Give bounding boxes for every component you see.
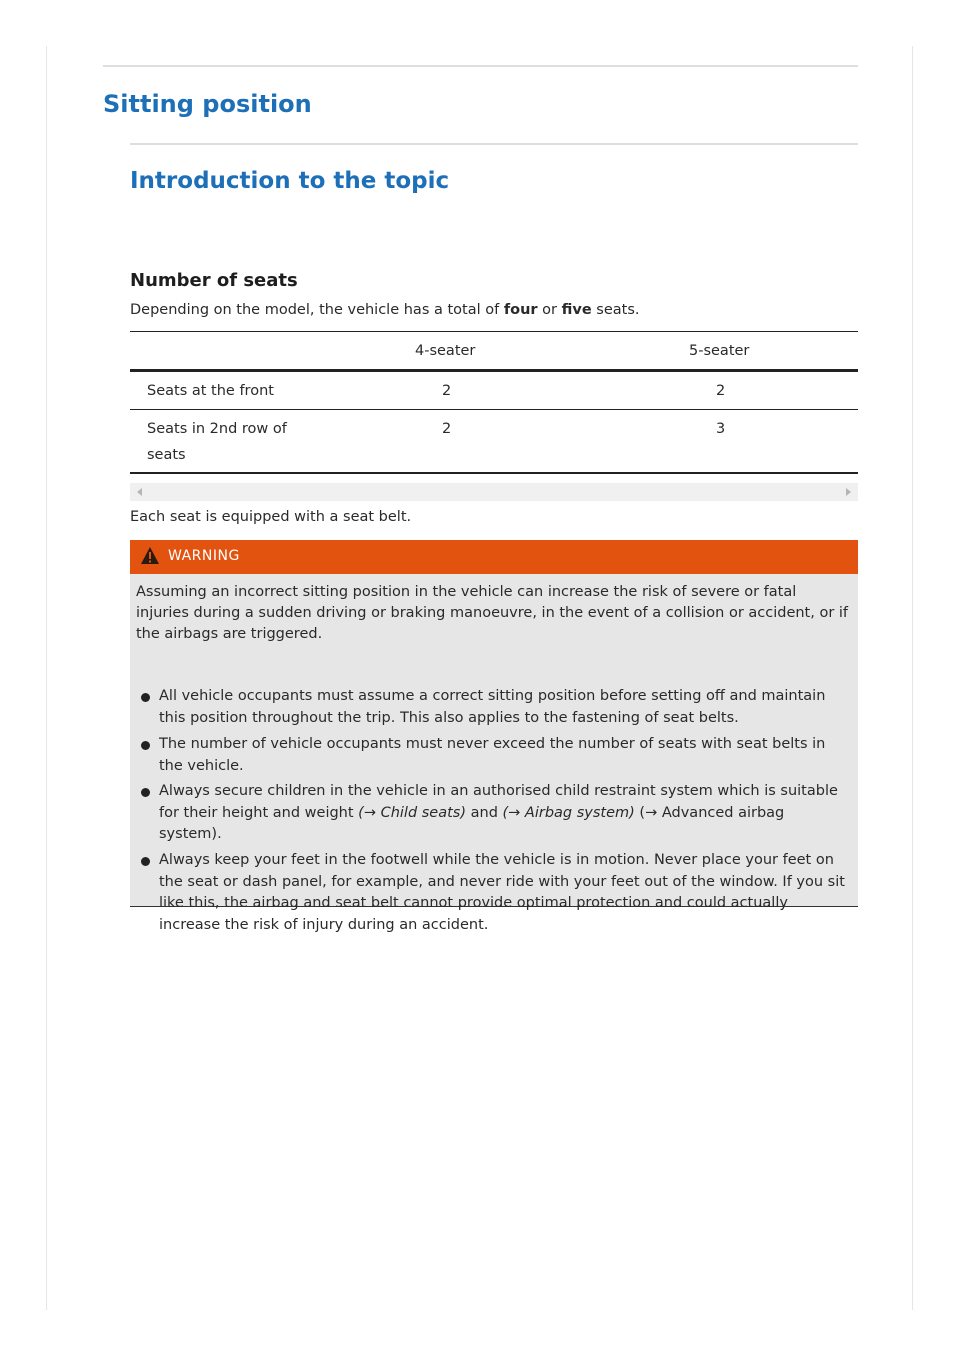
warning-bullet-2 xyxy=(159,734,849,777)
intro-paragraph xyxy=(130,302,640,318)
warning-bullet-1 xyxy=(159,686,849,729)
table-header-line xyxy=(130,369,858,372)
table-header-5-seater: 5-seater xyxy=(689,343,750,359)
page-border-left xyxy=(46,46,47,1310)
airbag-system-link[interactable]: (→ Airbag system) xyxy=(502,804,635,821)
section-title: Introduction to the topic xyxy=(130,168,450,194)
table-horizontal-scrollbar[interactable] xyxy=(130,483,858,501)
table-cell-4-seater: 2 xyxy=(442,421,452,437)
table-bottom-line xyxy=(130,472,858,474)
warning-box xyxy=(130,540,858,933)
bullet-text-and: and xyxy=(466,804,503,821)
warning-body xyxy=(130,574,858,933)
bullet-text: All vehicle occupants must assume a correct sitting position before setting off and maintain this position throughout the trip. This also applies to the fastening of seat belts. xyxy=(159,688,826,726)
bullet-icon xyxy=(141,693,150,702)
table-row-line xyxy=(130,409,858,410)
warning-triangle-icon xyxy=(140,546,160,569)
bullet-text: The number of vehicle occupants must never exceed the number of seats with seat belts in the vehicle. xyxy=(159,736,826,774)
bullet-text: Always secure children in the vehicle in an authorised child restraint system which is suitable for their height and weight xyxy=(159,783,838,821)
table-row-label-line1: Seats in 2nd row of xyxy=(147,421,287,437)
advanced-airbag-system-link[interactable]: (→ Advanced airbag system). xyxy=(159,804,785,842)
table-row-label: Seats at the front xyxy=(147,383,274,399)
bullet-icon xyxy=(141,788,150,797)
scroll-left-arrow-icon[interactable] xyxy=(137,488,142,496)
intro-text-mid: or xyxy=(537,302,562,318)
page-border-right xyxy=(912,46,913,1310)
intro-bold-four: four xyxy=(503,302,538,318)
table-cell-4-seater: 2 xyxy=(442,383,452,399)
warning-intro: Assuming an incorrect sitting position in the vehicle can increase the risk of severe or fatal injuries during a sudden driving or braking manoeuvre, in the event of a collision or accident, or if the airbags are triggered. xyxy=(136,584,849,642)
table-cell-5-seater: 2 xyxy=(716,383,726,399)
scroll-right-arrow-icon[interactable] xyxy=(846,488,851,496)
top-divider xyxy=(103,65,858,67)
warning-bullet-4 xyxy=(159,850,849,936)
warning-label: WARNING xyxy=(168,548,240,564)
intro-bold-five: five xyxy=(561,302,592,318)
bullet-icon xyxy=(141,741,150,750)
table-header-4-seater: 4-seater xyxy=(415,343,476,359)
table-cell-5-seater: 3 xyxy=(716,421,726,437)
subsection-title: Number of seats xyxy=(130,270,298,291)
bullet-icon xyxy=(141,857,150,866)
intro-text-before: Depending on the model, the vehicle has a total of xyxy=(130,302,504,318)
table-row-label-line2: seats xyxy=(147,447,186,463)
warning-header xyxy=(130,540,858,574)
warning-bullet-3 xyxy=(159,781,849,846)
child-seats-link[interactable]: (→ Child seats) xyxy=(358,804,467,821)
page-title: Sitting position xyxy=(103,90,312,118)
bullet-text: Always keep your feet in the footwell while the vehicle is in motion. Never place your feet on the seat or dash panel, for example, and never ride with your feet out of the window. If you sit like this, the airbag and seat belt cannot provide optimal protection and could actually increase the risk of injury during an accident. xyxy=(159,852,845,933)
intro-text-after: seats. xyxy=(591,302,640,318)
section-divider xyxy=(130,143,858,145)
seat-belt-note: Each seat is equipped with a seat belt. xyxy=(130,509,412,525)
table-top-line xyxy=(130,331,858,332)
